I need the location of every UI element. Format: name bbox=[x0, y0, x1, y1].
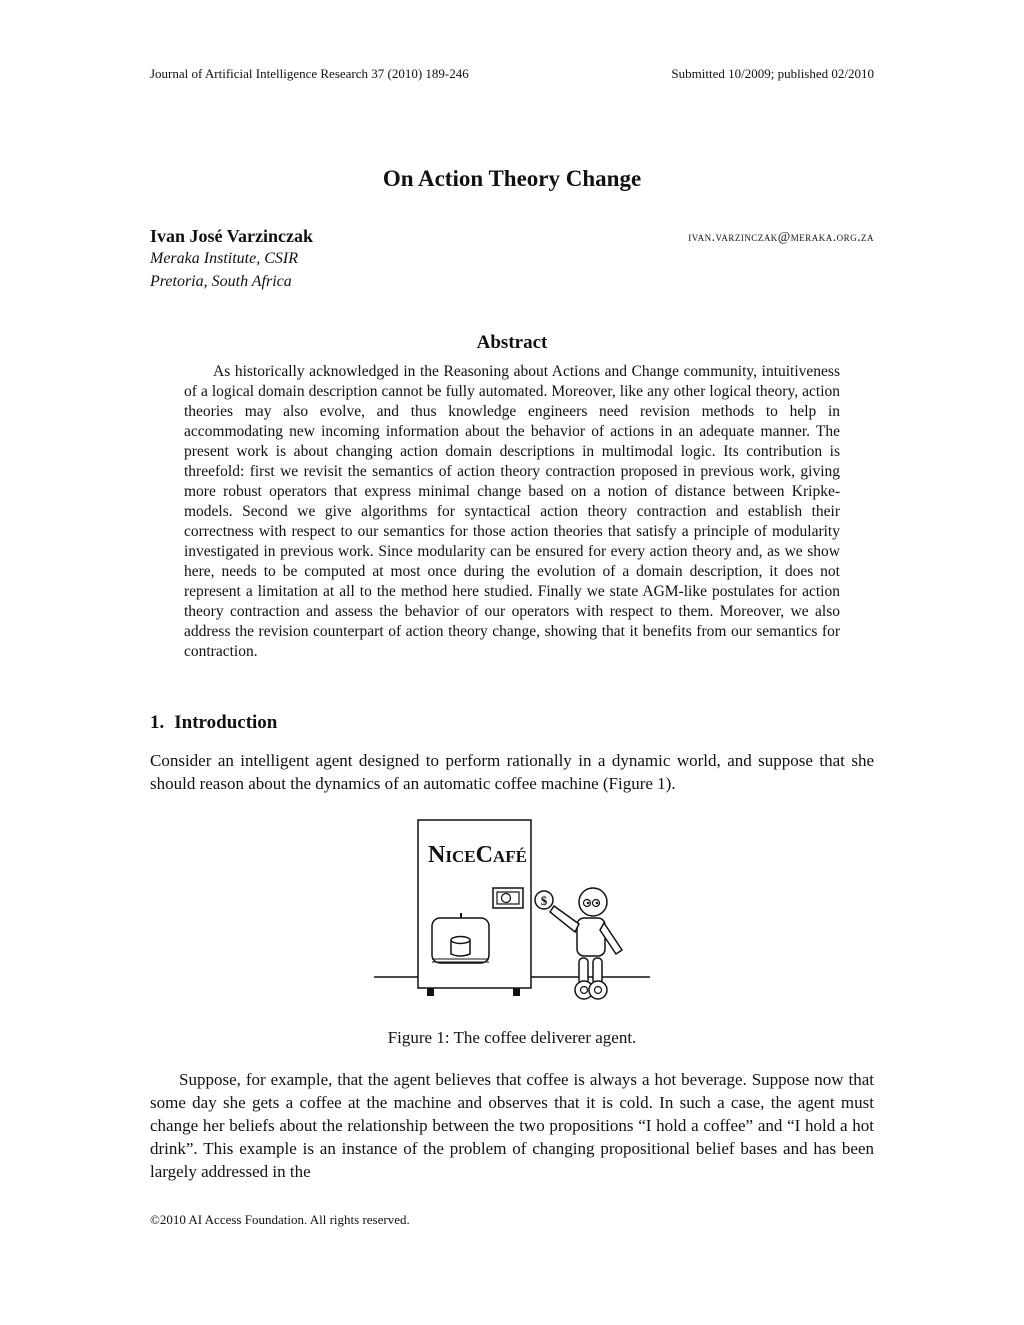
abstract-text: As historically acknowledged in the Reasoning about Actions and Change community, intuitiveness of a logical domain description cannot be fully automated. Moreover, like any other logical theory, action theories may also evolve, and thus knowledge engineers need revision methods to help in accommodating new incoming information about the behavior of actions in an adequate manner. The present work is about changing action domain descriptions in multimodal logic. Its contribution is threefold: first we revisit the semantics of action theory contraction proposed in previous work, giving more robust operators that express minimal change based on a notion of distance between Kripke-models. Second we give algorithms for syntactical action theory contraction and establish their correctness with respect to our semantics for those action theories that satisfy a principle of modularity investigated in previous work. Since modularity can be ensured for every action theory and, as we show here, needs to be computed at most once during the evolution of a domain description, it does not represent a limitation at all to the method here studied. Finally we state AGM-like postulates for action theory contraction and assess the behavior of our operators with respect to them. Moreover, we also address the revision counterpart of action theory change, showing that it benefits from our semantics for contraction. bbox=[184, 363, 840, 660]
robot-torso bbox=[577, 918, 605, 956]
robot-arm-raised bbox=[550, 906, 579, 932]
coffee-cup-rim bbox=[451, 937, 470, 944]
robot-leg-left bbox=[579, 958, 588, 984]
coffee-machine-illustration bbox=[360, 812, 670, 1007]
robot-wheel-left-hub bbox=[581, 987, 588, 994]
brand-rest-ice: ICE bbox=[445, 847, 476, 866]
figure-caption: Figure 1: The coffee deliverer agent. bbox=[387, 1028, 637, 1047]
section-heading bbox=[150, 712, 277, 734]
brand-initial-c: C bbox=[475, 842, 493, 868]
intro-paragraph-1: Consider an intelligent agent designed to perform rationally in a dynamic world, and suppose that she should reason about the dynamics of an automatic coffee machine (Figure 1). bbox=[150, 751, 874, 793]
intro-paragraph-2: Suppose, for example, that the agent believes that coffee is always a hot beverage. Suppose now that some day she gets a coffee at the machine and observes that it is cold. In such a case, the agent must change her beliefs about the relationship between the two propositions “I hold a coffee” and “I hold a hot drink”. This example is an instance of the problem of changing propositional belief bases and has been largely addressed in the bbox=[150, 1070, 874, 1181]
author-block bbox=[150, 226, 874, 306]
journal-citation: Journal of Artificial Intelligence Research 37 (2010) 189-246 bbox=[150, 66, 469, 81]
abstract-heading: Abstract bbox=[476, 332, 548, 353]
brand-rest-afe: AFÉ bbox=[492, 847, 527, 866]
copyright-footer: ©2010 AI Access Foundation. All rights reserved. bbox=[150, 1212, 410, 1227]
submission-dates: Submitted 10/2009; published 02/2010 bbox=[671, 66, 874, 81]
coin-slot-opening bbox=[502, 894, 511, 903]
author-affiliation-location: Pretoria, South Africa bbox=[150, 273, 292, 290]
author-email: ivan.varzinczak@meraka.org.za bbox=[688, 229, 874, 244]
robot-wheel-right-hub bbox=[595, 987, 602, 994]
robot-pupil-left bbox=[587, 902, 590, 905]
machine-foot-right bbox=[513, 988, 520, 996]
brand-initial-n: N bbox=[428, 842, 446, 868]
author-name: Ivan José Varzinczak bbox=[150, 226, 314, 246]
coin-symbol: $ bbox=[540, 893, 548, 908]
paper-title: On Action Theory Change bbox=[382, 166, 642, 191]
author-affiliation-institute: Meraka Institute, CSIR bbox=[150, 250, 298, 267]
section-title: Introduction bbox=[174, 712, 278, 733]
running-header bbox=[150, 66, 874, 86]
robot-leg-right bbox=[593, 958, 602, 984]
machine-foot-left bbox=[427, 988, 434, 996]
figure-coffee-machine bbox=[360, 812, 670, 1007]
robot-pupil-right bbox=[596, 902, 599, 905]
section-number: 1. bbox=[150, 712, 165, 733]
